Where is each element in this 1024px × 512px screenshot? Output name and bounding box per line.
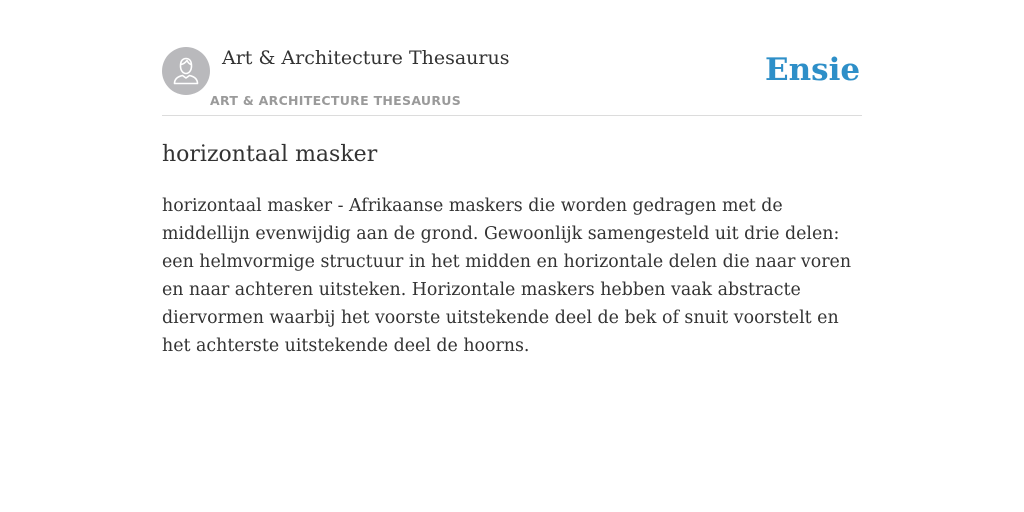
- term-title: horizontaal masker: [162, 142, 378, 167]
- source-subtitle[interactable]: ART & ARCHITECTURE THESAURUS: [210, 93, 462, 108]
- definition-text: horizontaal masker - Afrikaanse maskers die worden gedragen met de middellijn evenwijdig aan de grond. Gewoonlijk samengesteld uit drie delen: een helmvormige structuur in het midden en horizontale delen die naar voren en naar achteren uitsteken. Horizontale maskers hebben vaak abstracte diervormen waarbij het voorste uitstekende deel de bek of snuit voorstelt en het achterste uitstekende deel de hoorns.: [162, 196, 852, 356]
- source-title[interactable]: Art & Architecture Thesaurus: [222, 47, 510, 69]
- ensie-logo[interactable]: Ensie: [765, 52, 861, 88]
- user-silhouette-icon[interactable]: [162, 47, 210, 95]
- header-divider: [162, 115, 862, 116]
